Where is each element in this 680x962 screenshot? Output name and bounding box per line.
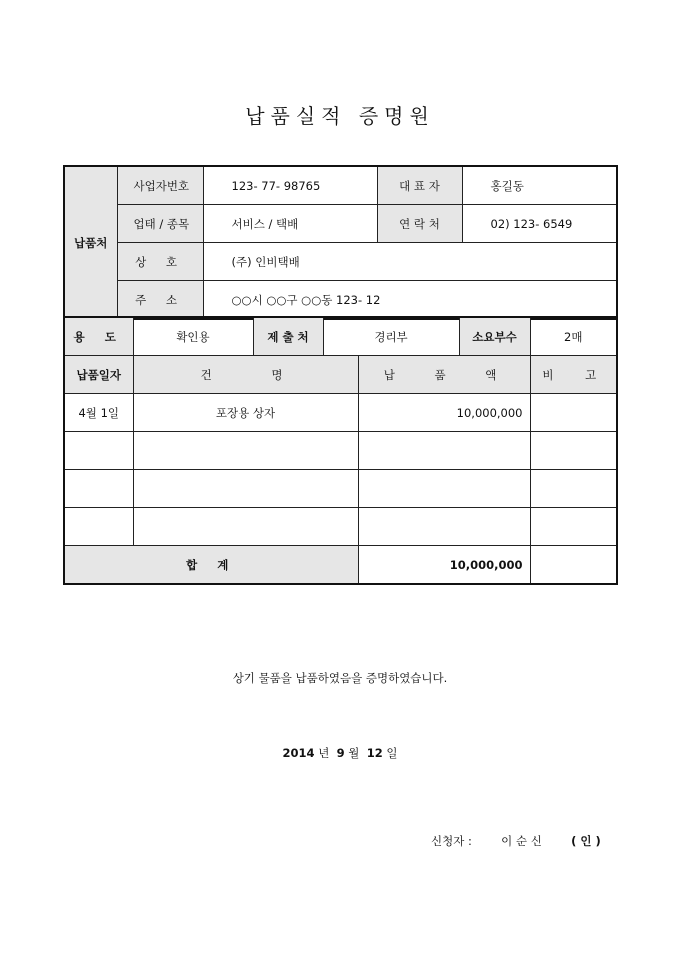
issue-date: [0, 745, 680, 761]
applicant-label: 신청자 :: [431, 834, 472, 848]
table-row: [64, 508, 617, 546]
contact-value: 02) 123- 6549: [462, 205, 617, 243]
row-date: [64, 432, 133, 470]
biz-no-value: 123- 77- 98765: [203, 166, 377, 205]
row-item: [133, 470, 358, 508]
copies-value: 2매: [530, 317, 617, 356]
delivery-table: [63, 316, 618, 585]
applicant-signature: [431, 833, 601, 849]
row-note: [530, 470, 617, 508]
date-day: 12: [366, 746, 383, 760]
name-label: 상 호: [117, 243, 203, 281]
header-amount: 납 품 액: [358, 356, 530, 394]
date-year: 2014: [282, 746, 315, 760]
table-row: [64, 394, 617, 432]
contact-label: 연 락 처: [377, 205, 462, 243]
type-value: 서비스 / 택배: [203, 205, 377, 243]
total-note: [530, 546, 617, 585]
row-amount: 10,000,000: [358, 394, 530, 432]
statement-text: 상기 물품을 납품하였음을 증명하였습니다.: [232, 671, 448, 685]
table-row: [64, 470, 617, 508]
copies-label: 소요부수: [459, 317, 530, 356]
biz-no-label: 사업자번호: [117, 166, 203, 205]
date-day-unit: 일: [386, 746, 398, 760]
applicant-name: 이 순 신: [501, 834, 542, 848]
date-month-unit: 월: [348, 746, 360, 760]
header-date: 납품일자: [64, 356, 133, 394]
row-note: [530, 394, 617, 432]
rep-label: 대 표 자: [377, 166, 462, 205]
row-date: [64, 508, 133, 546]
row-item: [133, 432, 358, 470]
row-item: [133, 508, 358, 546]
date-month: 9: [336, 746, 345, 760]
header-item: 건 명: [133, 356, 358, 394]
seal-mark: ( 인 ): [571, 834, 601, 848]
date-year-unit: 년: [318, 746, 330, 760]
row-note: [530, 432, 617, 470]
row-item: 포장용 상자: [133, 394, 358, 432]
row-amount: [358, 432, 530, 470]
type-label: 업태 / 종목: [117, 205, 203, 243]
header-note: 비 고: [530, 356, 617, 394]
rep-value: 홍길동: [462, 166, 617, 205]
document-title: 납품실적 증명원: [245, 104, 435, 128]
row-amount: [358, 470, 530, 508]
address-value: ○○시 ○○구 ○○동 123- 12: [203, 281, 617, 320]
supplier-info-table: [63, 165, 618, 320]
purpose-label: 용 도: [64, 317, 133, 356]
name-value: (주) 인비택배: [203, 243, 617, 281]
row-date: [64, 470, 133, 508]
table-row: [64, 432, 617, 470]
purpose-value: 확인용: [133, 317, 253, 356]
row-date: 4월 1일: [64, 394, 133, 432]
address-label: 주 소: [117, 281, 203, 320]
submit-value: 경리부: [323, 317, 459, 356]
row-amount: [358, 508, 530, 546]
total-label: 합 계: [64, 546, 358, 585]
submit-label: 제 출 처: [253, 317, 323, 356]
total-value: 10,000,000: [358, 546, 530, 585]
row-note: [530, 508, 617, 546]
supplier-group-label: 납품처: [64, 166, 117, 319]
